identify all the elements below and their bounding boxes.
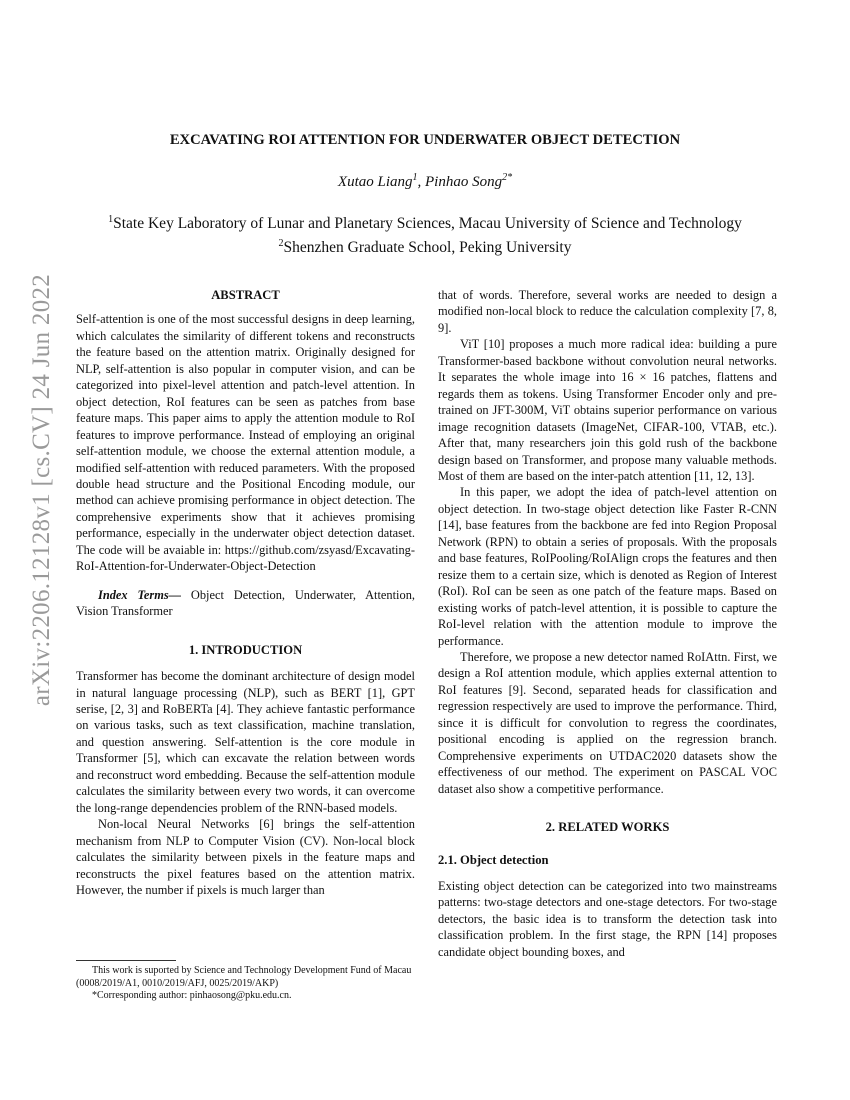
footnote-divider xyxy=(76,960,176,961)
paper-title: EXCAVATING ROI ATTENTION FOR UNDERWATER OBJECT DETECTION xyxy=(169,132,681,148)
abstract-text: Self-attention is one of the most successful designs in deep learning, which calculates the similarity of different tokens and reconstructs the feature based on the attention matrix. Originally designed for NLP, self-attention is also popular in computer vision, and can be categorized into pixel-level attention and patch-level attention. In object detection, RoI features can be seen as patches from base feature maps. This paper aims to apply the attention module to RoI features to improve performance. Instead of employing an original self-attention module, we choose the external attention module, a modified self-attention with reduced parameters. With the proposed double head structure and the Positional Encoding module, our method can achieve promising performance in object detection. The comprehensive experiments show that it achieves promising performance, especially in the underwater object detection dataset. The code will be avaiable in: https://github.com/zsyasd/Excavating-RoI-Attention-for-Underwater-Object-Detection xyxy=(76,312,415,574)
affiliations xyxy=(0,210,850,258)
affiliation-1 xyxy=(0,210,850,234)
author-2-affil-mark: 2* xyxy=(502,172,513,183)
author-list xyxy=(0,172,850,191)
intro-paragraph-3: ViT [10] proposes a much more radical idea: building a pure Transformer-based backbone without convolution neural networks. It separates the whole image into 16 × 16 patches, flattens and regards them as tokens. Using Transformer Encoder only and pre-trained on JFT-300M, ViT obtains superior performance on various image recognition datasets (ImageNet, CIFAR-100, VTAB, etc.). After that, many researchers join this gold rush of the backbone design based on Transformer, and propose many valuable methods. Most of them are based on the inter-patch attention [11, 12, 13]. xyxy=(438,337,777,483)
author-separator: , xyxy=(417,174,425,190)
related-works-heading: 2. RELATED WORKS xyxy=(545,820,670,835)
left-column xyxy=(76,287,415,898)
arxiv-identifier-text: arXiv:2206.12128v1 [cs.CV] 24 Jun 2022 xyxy=(28,273,55,707)
author-1-affil-mark: 1 xyxy=(412,172,418,183)
corresponding-author-footnote: *Corresponding author: pinhaosong@pku.edu.cn. xyxy=(92,990,292,1002)
right-column xyxy=(438,287,777,960)
author-1-name: Xutao Liang xyxy=(337,174,413,190)
intro-paragraph-2-continued: that of words. Therefore, several works are needed to design a modified non-local block to reduce the calculation complexity [7, 8, 9]. xyxy=(438,288,777,335)
affiliation-1-text: State Key Laboratory of Lunar and Planetary Sciences, Macau University of Science and Technology xyxy=(113,215,742,233)
intro-paragraph-2: Non-local Neural Networks [6] brings the self-attention mechanism from NLP to Computer Vision (CV). Non-local block calculates the similarity between pixels in the feature maps and reconstructs the pixel features based on the attention matrix. However, the number if pixels is much larger than xyxy=(76,817,415,897)
index-terms-label: Index Terms— xyxy=(98,587,182,602)
affiliation-2-mark: 2 xyxy=(278,238,284,250)
footnotes xyxy=(76,965,415,1003)
intro-heading: 1. INTRODUCTION xyxy=(188,642,303,657)
affiliation-2-text: Shenzhen Graduate School, Peking University xyxy=(283,239,572,257)
author-2-name: Pinhao Song xyxy=(425,174,503,190)
affiliation-1-mark: 1 xyxy=(108,214,114,225)
affiliation-2 xyxy=(0,234,850,258)
intro-paragraph-1: Transformer has become the dominant architecture of design model in natural language processing (NLP), such as BERT [1], GPT serise, [2, 3] and RoBERTa [4]. They achieve fantastic performance on various tasks, such as text classification, machine translation, and question answering. Self-attention is the core module in Transformer [5], which can excavate the relation between words and reconstruct word embedding. Because the self-attention module calculates the similarity between every two words, it can overcome the long-range dependencies problem of the RNN-based models. xyxy=(76,669,415,815)
funding-footnote: This work is suported by Science and Technology Development Fund of Macau (0008/2019/A1, 0010/2019/AFJ, 0025/2019/AKP) xyxy=(76,965,412,989)
index-terms xyxy=(76,587,415,620)
intro-paragraph-5: Therefore, we propose a new detector named RoIAttn. First, we design a RoI attention module, which applies external attention to RoI features [9]. Second, separated heads for classification and regression respectively are used to improve the performance. Third, since it is difficult for convolution to regress the coordinates, positional encoding is applied on the regression branch. Comprehensive experiments on UTDAC2020 datasets show the effectiveness of our method. The experiment on PASCAL VOC dataset also show a competitive performance. xyxy=(438,649,777,796)
related-paragraph-1: Existing object detection can be categorized into two mainstreams patterns: two-stage detectors and one-stage detectors. For two-stage detectors, the basic idea is to transform the detection task into classification problem. In the first stage, the RPN [14] proposes candidate object bounding boxes, and xyxy=(438,878,777,959)
abstract-heading: ABSTRACT xyxy=(211,288,280,302)
arxiv-identifier-stamp xyxy=(12,273,72,707)
object-detection-subheading: 2.1. Object detection xyxy=(438,852,549,867)
intro-paragraph-4: In this paper, we adopt the idea of patch-level attention on object detection. In two-stage object detection like Faster R-CNN [14], base features from the backbone are fed into Region Proposal Network (RPN) to obtain a series of proposals. With the proposals and base features, RoIPooling/RoIAlign crops the features and then resize them to a certain size, which is denoted as Region of Interest (RoI). RoI can be seen as one patch of the feature maps. Based on existing works of patch-level attention, it is possible to capture the RoI-level relation with the attention module to improve the performance. xyxy=(438,485,777,648)
index-terms-text: Object Detection, Underwater, Attention, Vision Transformer xyxy=(76,587,415,619)
